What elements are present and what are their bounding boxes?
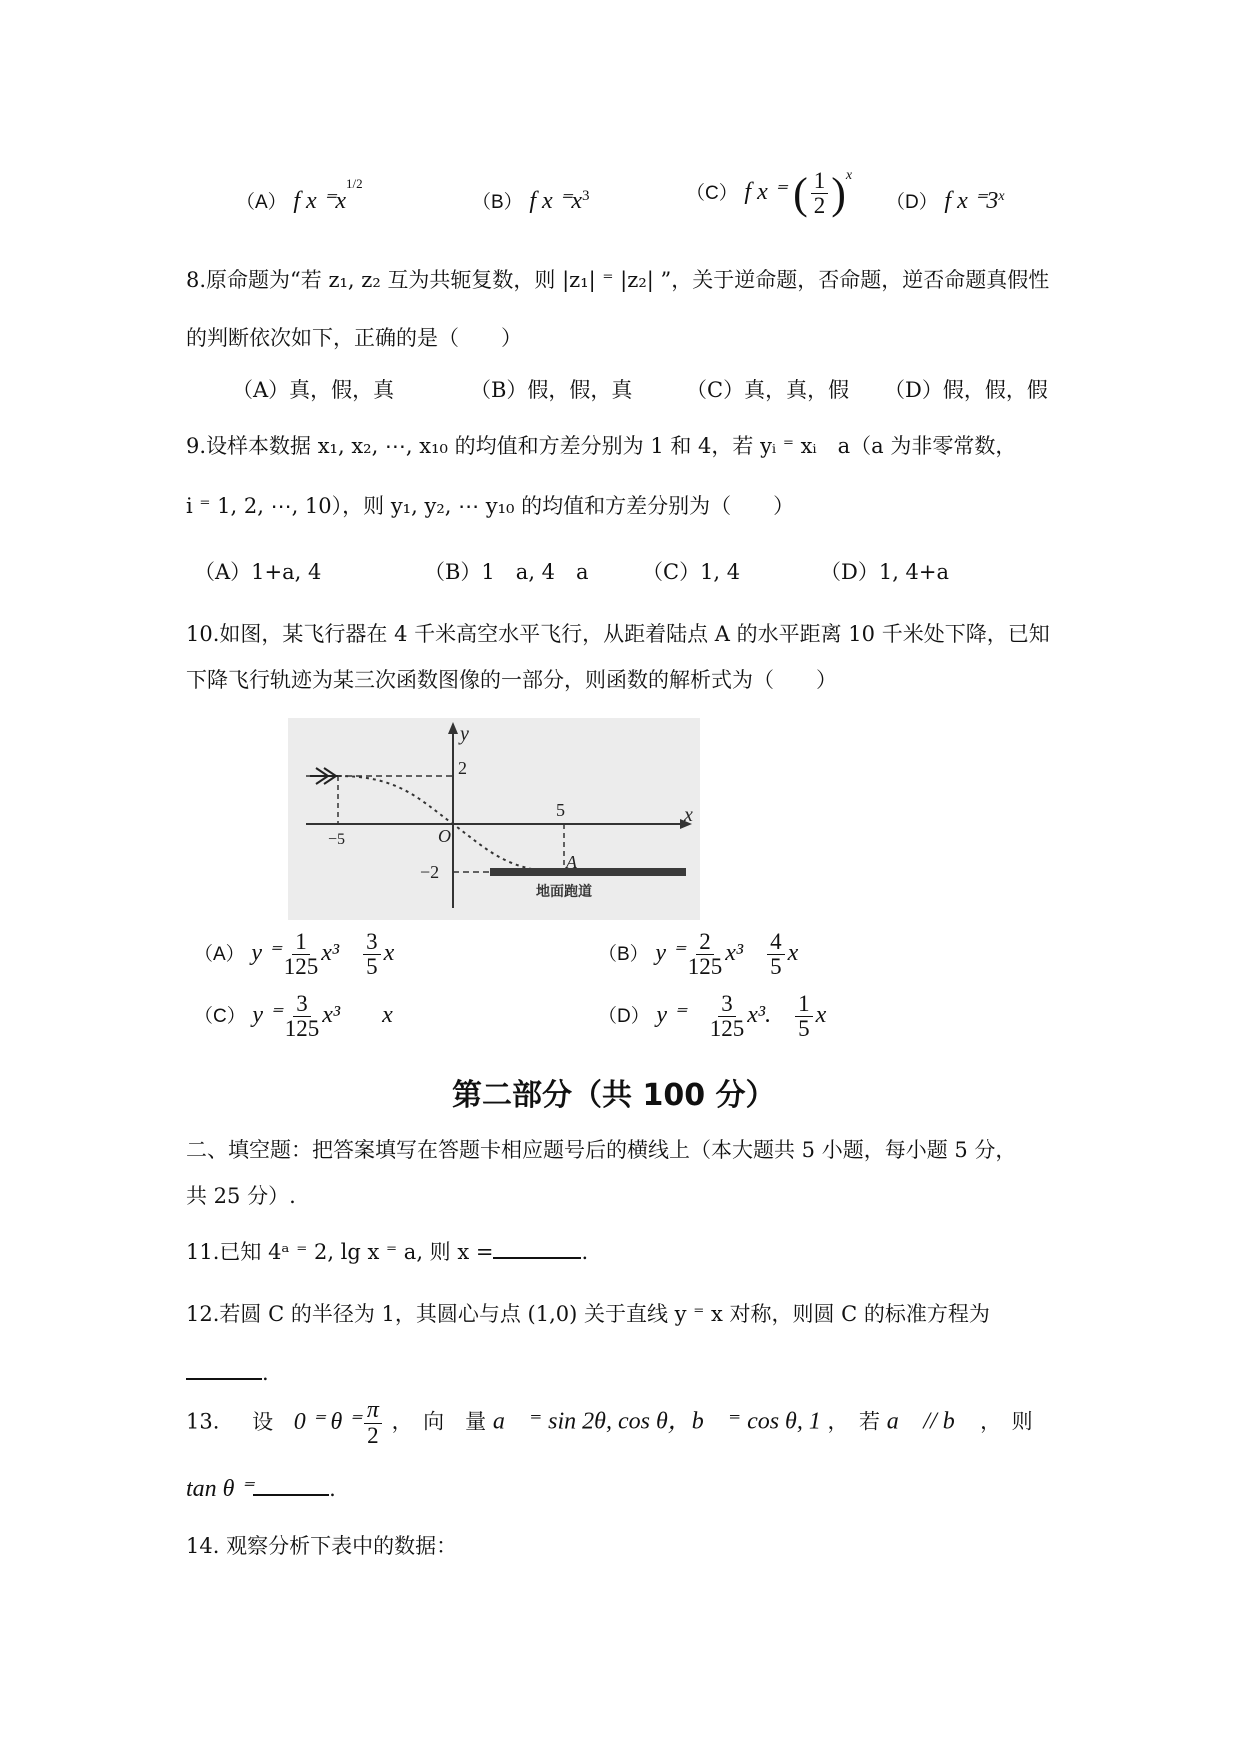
q13-line1 — [186, 1398, 1033, 1448]
option-exponent: 3 — [582, 188, 590, 204]
q8-option-a: （A）真，假，真 — [232, 378, 395, 402]
fraction: $\frac{2}{125}$ — [687, 929, 723, 980]
fraction: $\frac{1}{2}$ — [811, 169, 829, 218]
q10-option-c — [194, 992, 393, 1041]
q13-tan: tan θ ⁼ — [186, 1476, 254, 1502]
fraction: $\frac{4}{5}$ — [767, 930, 785, 979]
q8-option-d: （D）假，假，假 — [884, 378, 1048, 402]
q13-answer-blank[interactable] — [253, 1474, 329, 1496]
runway-label: 地面跑道 — [536, 884, 592, 900]
option-label: （C） — [686, 183, 738, 204]
option-exponent: 1/2 — [346, 176, 363, 191]
option-prefix: y ⁼ — [656, 1002, 686, 1029]
q14: 14. 观察分析下表中的数据： — [186, 1534, 458, 1558]
fraction: $\frac{1}{125}$ — [283, 929, 319, 980]
option-term: x³. — [747, 1002, 772, 1029]
option-term: x — [383, 940, 395, 967]
fraction: $\frac{\pi}{2}$ — [364, 1398, 382, 1448]
option-term: x — [382, 1002, 393, 1029]
q13-number: 13. — [186, 1409, 220, 1434]
q7-option-c: （C） f x ⁼ ( $\frac{1}{2}$ )$^x$ — [686, 167, 853, 218]
option-label: （C） — [194, 1006, 246, 1028]
q12-line1: 12.若圆 C 的半径为 1，其圆心与点 (1,0) 关于直线 y ⁼ x 对称，则圆 C 的标准方程为 — [186, 1302, 990, 1326]
option-expr: f x ⁼x — [529, 188, 583, 214]
option-expr: f x ⁼x — [293, 188, 347, 214]
option-exponent: x — [998, 189, 1005, 204]
q7-option-a — [236, 176, 363, 215]
x-axis-label: x — [684, 804, 693, 826]
q11 — [186, 1236, 588, 1266]
q13-line2 — [186, 1474, 336, 1503]
option-term: x³ — [321, 940, 340, 967]
part2-intro-line2: 共 25 分）. — [186, 1184, 296, 1208]
fraction: $\frac{3}{5}$ — [363, 930, 381, 979]
point-a-label: A — [566, 852, 577, 872]
q10-line2: 下降飞行轨迹为某三次函数图像的一部分，则函数的解析式为（ ） — [186, 668, 837, 692]
option-term: x³ — [725, 940, 744, 967]
q7-options — [0, 158, 1241, 228]
option-label: （D） — [886, 192, 938, 213]
flight-path-figure — [288, 718, 700, 920]
option-term: x³ — [322, 1002, 341, 1029]
q11-answer-blank[interactable] — [493, 1237, 581, 1259]
q12-line2 — [186, 1358, 269, 1385]
option-exponent: x — [845, 168, 853, 183]
q13-end: . — [329, 1477, 336, 1501]
vector-a: a⃗ ⁼ sin 2θ, cos θ — [492, 1408, 668, 1435]
parallel-condition: a⃗ // b⃗ — [886, 1408, 974, 1435]
q13-text: ， 向 量 — [391, 1409, 487, 1434]
option-expr: f x ⁼3 — [944, 188, 999, 214]
q12-end: . — [262, 1361, 269, 1385]
option-prefix: y ⁼ — [252, 1002, 282, 1029]
option-prefix: y ⁼ — [655, 940, 685, 967]
q13-condition: 0 ⁼ θ ⁼ — [293, 1408, 361, 1435]
option-term: x — [787, 940, 799, 967]
tick-y-bottom: −2 — [420, 862, 440, 882]
origin-label: O — [438, 826, 451, 846]
q8-option-c: （C）真，真，假 — [686, 378, 850, 402]
option-expr: f x ⁼ — [744, 179, 787, 205]
flight-path-graph — [288, 718, 700, 920]
q13-text: ， 若 — [827, 1409, 881, 1434]
vector-b: ，b⃗ ⁼ cos θ, 1 — [667, 1408, 821, 1435]
option-label: （D） — [598, 1006, 650, 1028]
q11-end: . — [581, 1240, 589, 1264]
fraction: $\frac{3}{125}$ — [284, 991, 320, 1042]
q9-option-b: （B）1 a, 4 a — [424, 560, 589, 584]
part2-intro-line1: 二、填空题：把答案填写在答题卡相应题号后的横线上（本大题共 5 小题，每小题 5 分， — [186, 1138, 1017, 1162]
q7-option-d — [886, 186, 1005, 215]
q10-option-d — [598, 992, 826, 1041]
fraction: $\frac{3}{125}$ — [709, 991, 745, 1042]
q7-option-b — [472, 186, 590, 215]
q10-option-a — [194, 930, 394, 979]
q8-option-b: （B）假，假，真 — [470, 378, 633, 402]
fraction: $\frac{1}{5}$ — [795, 992, 813, 1041]
option-label: （B） — [598, 944, 649, 966]
y-axis-label: y — [460, 723, 469, 745]
q12-answer-blank[interactable] — [186, 1358, 262, 1380]
q9-option-a: （A）1+a, 4 — [194, 560, 322, 584]
option-label: （A） — [194, 944, 245, 966]
y-axis-arrow — [448, 722, 458, 734]
q9-option-d: （D）1, 4+a — [820, 560, 950, 584]
q13-text: ， 则 — [980, 1409, 1033, 1434]
tick-x-right: 5 — [556, 800, 565, 820]
part2-heading: 第二部分（共 100 分） — [452, 1078, 776, 1113]
option-term: x — [815, 1002, 827, 1029]
q11-text: 11.已知 4ᵃ ⁼ 2, lg x ⁼ a, 则 x = — [186, 1240, 494, 1264]
q9-option-c: （C）1, 4 — [642, 560, 741, 584]
q13-text: 设 — [252, 1409, 274, 1434]
q10-line1: 10.如图，某飞行器在 4 千米高空水平飞行，从距着陆点 A 的水平距离 10 千米处下降，已知 — [186, 622, 1050, 646]
q9-line1: 9.设样本数据 x₁, x₂, ⋯, x₁₀ 的均值和方差分别为 1 和 4，若 yᵢ ⁼ xᵢ a（a 为非零常数， — [186, 434, 1017, 458]
q8-line2: 的判断依次如下，正确的是（ ） — [186, 326, 522, 350]
q9-line2: i ⁼ 1, 2, ⋯, 10），则 y₁, y₂, ⋯ y₁₀ 的均值和方差分别为（ ） — [186, 494, 795, 518]
option-label: （B） — [472, 192, 523, 213]
tick-x-left: −5 — [328, 831, 346, 848]
q8-line1: 8.原命题为“若 z₁, z₂ 互为共轭复数，则 |z₁| ⁼ |z₂| ”，关于逆命题，否命题，逆否命题真假性 — [186, 268, 1050, 292]
q10-option-b — [598, 930, 798, 979]
option-label: （A） — [236, 192, 287, 213]
option-prefix: y ⁼ — [251, 940, 281, 967]
tick-y-top: 2 — [458, 758, 467, 778]
runway-bar — [490, 868, 686, 876]
